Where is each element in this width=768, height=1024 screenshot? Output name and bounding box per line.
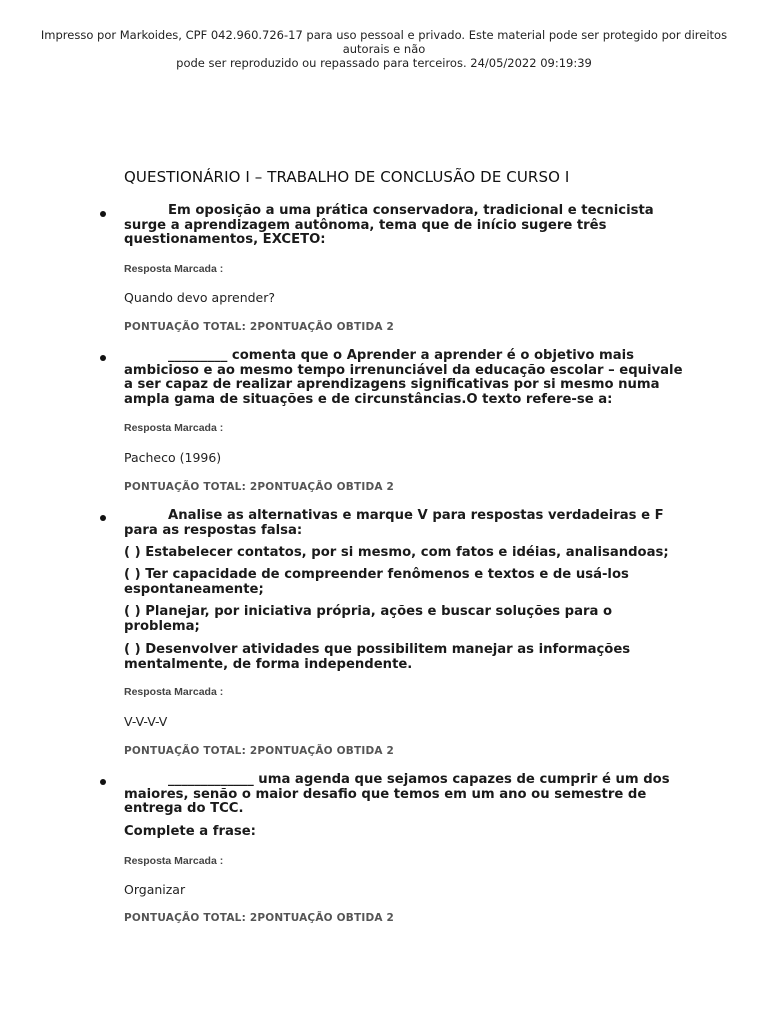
score-4: PONTUAÇÃO TOTAL: 2PONTUAÇÃO OBTIDA 2 bbox=[124, 912, 395, 924]
question-2: _________ comenta que o Aprender a aprender é o objetivo mais ambicioso e ao mesmo tempo irrenunciável da educação escolar – equivale a ser capaz de realizar aprendizagens significativas por si mesmo numa ampla gama de situações e de circunstâncias.O texto refere-se a: bbox=[124, 348, 683, 407]
answer-4: Organizar bbox=[124, 882, 186, 897]
question-4-instruction: Complete a frase: bbox=[124, 824, 256, 839]
answer-1: Quando devo aprender? bbox=[124, 290, 276, 305]
option-3: ( ) Planejar, por iniciativa própria, ações e buscar soluções para o problema; bbox=[124, 604, 613, 634]
bullet-3 bbox=[100, 515, 106, 521]
option-4: ( ) Desenvolver atividades que possibilitem manejar as informações mentalmente, de forma independente. bbox=[124, 642, 631, 672]
question-3: Analise as alternativas e marque V para respostas verdadeiras e F para as respostas falsa: bbox=[124, 508, 664, 538]
score-1: PONTUAÇÃO TOTAL: 2PONTUAÇÃO OBTIDA 2 bbox=[124, 321, 395, 333]
score-2: PONTUAÇÃO TOTAL: 2PONTUAÇÃO OBTIDA 2 bbox=[124, 481, 395, 493]
watermark-line-1: Impresso por Markoides, CPF 042.960.726-17 para uso pessoal e privado. Este material pode ser protegido por direitos autorais e não bbox=[40, 28, 728, 56]
print-watermark bbox=[20, 28, 748, 70]
bullet-2 bbox=[100, 355, 106, 361]
answer-2: Pacheco (1996) bbox=[124, 450, 222, 465]
bullet-4 bbox=[100, 779, 106, 785]
bullet-1 bbox=[100, 211, 106, 217]
marked-label-4: Resposta Marcada : bbox=[124, 855, 224, 867]
answer-3: V-V-V-V bbox=[124, 714, 168, 729]
question-4: _____________ uma agenda que sejamos capazes de cumprir é um dos maiores, senão o maior desafio que temos em um ano ou semestre de entrega do TCC. bbox=[124, 772, 670, 816]
marked-label-2: Resposta Marcada : bbox=[124, 422, 224, 434]
marked-label-1: Resposta Marcada : bbox=[124, 263, 224, 275]
question-1: Em oposição a uma prática conservadora, tradicional e tecnicista surge a aprendizagem autônoma, tema que de início sugere três questionamentos, EXCETO: bbox=[124, 203, 654, 247]
marked-label-3: Resposta Marcada : bbox=[124, 686, 224, 698]
score-3: PONTUAÇÃO TOTAL: 2PONTUAÇÃO OBTIDA 2 bbox=[124, 745, 395, 757]
option-1: ( ) Estabelecer contatos, por si mesmo, com fatos e idéias, analisandoas; bbox=[124, 545, 669, 560]
page-title: QUESTIONÁRIO I – TRABALHO DE CONCLUSÃO DE CURSO I bbox=[124, 168, 570, 186]
watermark-line-2: pode ser reproduzido ou repassado para terceiros. 24/05/2022 09:19:39 bbox=[176, 56, 592, 70]
option-2: ( ) Ter capacidade de compreender fenômenos e textos e de usá-los espontaneamente; bbox=[124, 567, 629, 597]
